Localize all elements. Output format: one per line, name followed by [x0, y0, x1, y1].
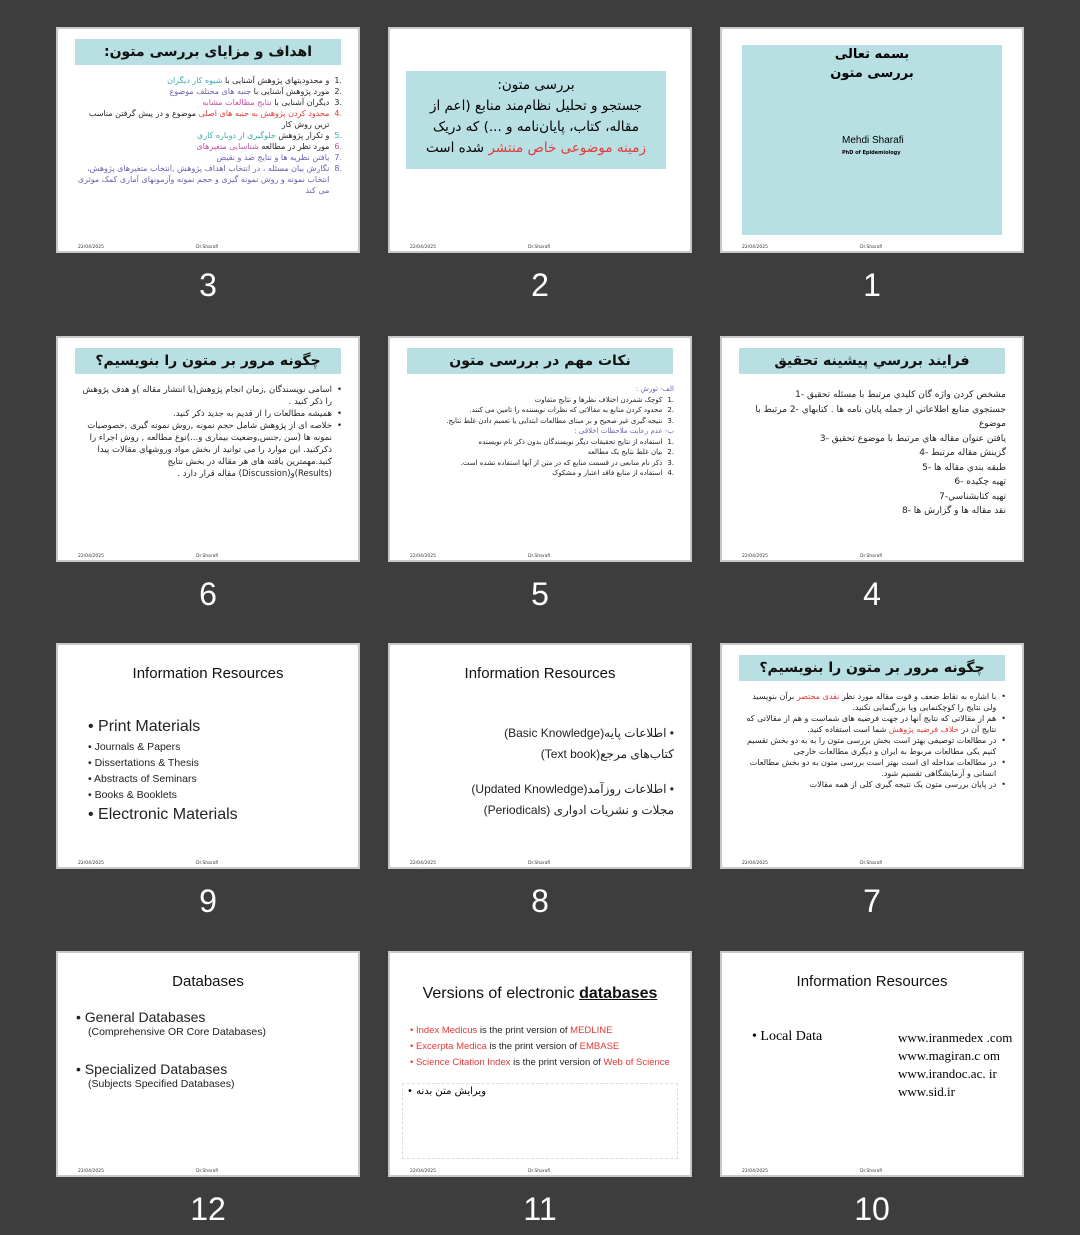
slide-number: 1 [863, 267, 881, 303]
footer-author: Dr.Sharafi [860, 1169, 883, 1174]
text-run: در پایان بررسی متون یک نتیجه گیری کلی از همه مقالات [809, 780, 997, 789]
footer-date: 22/04/2025 [742, 1169, 768, 1174]
slide-thumbnail-1[interactable] [720, 27, 1024, 253]
slide-number: 2 [531, 267, 549, 303]
list-item [88, 803, 342, 827]
list-item [410, 1055, 674, 1071]
text-run: محدود کردن پژوهش به جنبه های اصلی [198, 109, 330, 118]
item-marker: • [1001, 736, 1006, 745]
item-text [738, 461, 1006, 476]
text-run: طبقه بندي مقاله ها -5 [922, 462, 1006, 473]
list-item [738, 388, 1006, 403]
list-item [88, 787, 342, 803]
item-marker: 4. [667, 469, 674, 477]
footer-author: Dr.Sharafi [860, 554, 883, 559]
text-run: اطلاعات روزآمد(Updated Knowledge) [471, 782, 667, 796]
slide-body [88, 715, 342, 827]
list-item [738, 713, 1006, 735]
item-marker: 1. [667, 395, 674, 404]
item-text [74, 97, 329, 108]
item-marker: 8. [334, 164, 342, 173]
list-item [74, 86, 342, 97]
slide-number: 4 [863, 576, 881, 612]
list-item [88, 715, 342, 739]
text-run: نتیجه گیری غیر صحیح و بر مبنای مطالعات ابتدایی یا تعمیم دادن غلط نتایج. [446, 416, 663, 425]
list-item [406, 405, 674, 416]
slide-thumbnail-3[interactable] [56, 27, 360, 253]
bullet: • [88, 789, 95, 801]
item-text [738, 691, 996, 713]
slide-thumbnail-9[interactable] [56, 643, 360, 869]
text-run: استفاده از منابع فاقد اعتبار و مشکوک [552, 469, 663, 477]
list-item [406, 416, 674, 427]
title-box [742, 45, 1002, 235]
bullet: • [410, 1025, 416, 1036]
item-text [738, 403, 1006, 432]
text-run: شناسایی متغیرهای [196, 142, 259, 151]
list-item [406, 426, 674, 437]
item-text [406, 447, 662, 458]
footer-date: 22/04/2025 [410, 554, 436, 559]
list-item [88, 755, 342, 771]
website-link[interactable]: www.magiran.c om [898, 1048, 1001, 1063]
slide-title: چگونه مرور بر متون را بنویسیم؟ [75, 348, 341, 374]
bullet: • [666, 726, 674, 740]
slide-thumbnail-11[interactable] [388, 951, 692, 1177]
list-item [738, 475, 1006, 490]
item-text [738, 735, 996, 757]
list-item [738, 735, 1006, 757]
placeholder-text: ویرایش متن بدنه • [407, 1086, 487, 1097]
list-item [74, 130, 342, 141]
item-text [406, 437, 662, 448]
text-run: اطلاعات پایه(Basic Knowledge) [504, 726, 667, 740]
footer-author: Dr.Sharafi [196, 554, 219, 559]
text-run: نگارش بیان مسئله ، در انتخاب اهداف پژوهش ,انتخاب متغیرهای پژوهش، انتخاب نمونه و روش نمونه گیری و حجم نمونه وآزمونهای آماری کمک موثری می کند [77, 164, 330, 195]
website-link[interactable]: www.irandoc.ac. ir [898, 1066, 997, 1081]
footer-author: Dr.Sharafi [196, 245, 219, 250]
list-item [406, 458, 674, 469]
text-run: تهيه كتابشناسي-7 [939, 491, 1006, 502]
item-marker: 1. [334, 76, 342, 85]
footer-date: 22/04/2025 [742, 245, 768, 250]
item-marker: • [336, 385, 342, 395]
item-text [738, 757, 996, 779]
slide-title: اهداف و مزایای بررسی متون: [75, 39, 341, 65]
item-text [406, 468, 662, 479]
slide-title [58, 973, 358, 990]
text-run: الف- تورش : [635, 385, 674, 393]
text-run: شده است [426, 140, 489, 156]
slide-body [74, 75, 342, 196]
slide-body [410, 1023, 674, 1071]
bullet: • [410, 1041, 416, 1052]
text-run: Books & Booklets [94, 789, 177, 801]
item-text [738, 388, 1006, 403]
list-item [74, 408, 342, 420]
list-subitem: (Comprehensive OR Core Databases) [88, 1026, 266, 1038]
text-run: نقدی مختصر [796, 692, 840, 701]
text-run: خلاصه ای از پژوهش شامل حجم نمونه ,روش نمونه گیری ,خصوصیات نمونه ها (سن ,جنس,وضعیت بیماری و...)نوع مطالعه , روش اجراء را ذکرکنید. این موارد را می توانید از بخش مواد وروشهای مقالات پیدا کنید.مهمترین یافته های هر مقاله در بخش نتایج (Results)و(Discussion) مقاله قرار دارد . [87, 421, 332, 479]
text-run: اسامی نویسندگان ,زمان انجام پژوهش(یا انتشار مقاله )و هدف پژوهش را ذکر کنید . [82, 385, 332, 407]
list-item [74, 75, 342, 86]
item-text [74, 141, 329, 152]
slide-thumbnail-8[interactable] [388, 643, 692, 869]
title-text: Information Resources [464, 665, 616, 682]
slide-title: بسمه تعالی [834, 47, 910, 62]
text-run: موضوع و در پیش گرفتن مناسب ترین روش کار [88, 109, 330, 129]
item-text [74, 75, 329, 86]
text-run: ب- عدم رعایت ملاحظات اخلاقی : [574, 427, 674, 435]
bullet: • [88, 806, 99, 823]
list-item [406, 384, 674, 395]
text-run: MEDLINE [570, 1025, 613, 1036]
text-run: مقاله، کتاب، پایان‌نامه و ...) که دریک [432, 119, 639, 135]
text-run: زمینه موضوعی خاص منتشر [488, 140, 646, 156]
footer-date: 22/04/2025 [742, 554, 768, 559]
item-text [74, 86, 329, 97]
list-subitem: کتاب‌های مرجع(Text book) [540, 747, 674, 761]
slide-body [738, 691, 1006, 790]
list-item [410, 723, 674, 744]
bullet: • [88, 773, 95, 785]
item-marker: 2. [667, 448, 674, 456]
slide-title [390, 985, 690, 1003]
list-item [738, 432, 1006, 447]
footer-date: 22/04/2025 [742, 861, 768, 866]
footer-author: Dr.Sharafi [528, 554, 551, 559]
item-marker: 3. [334, 98, 342, 107]
content-line [406, 138, 666, 159]
text-run: کوچک شمردن اختلاف نظرها و نتایج متفاوت [534, 395, 663, 404]
title-text: Databases [172, 973, 244, 990]
item-text [406, 395, 662, 406]
list-item [738, 504, 1006, 519]
footer-date: 22/04/2025 [410, 245, 436, 250]
text-run: گزينش مقاله مرتبط -4 [919, 448, 1006, 458]
author-name: Mehdi Sharafi [842, 135, 904, 146]
list-item [738, 461, 1006, 476]
text-run: شما است استفاده کنید. [807, 725, 889, 734]
item-text [738, 779, 996, 790]
list-item [738, 446, 1006, 461]
list-item [410, 779, 674, 800]
text-run: با اشاره به نقاط ضعف و قوت مقاله مورد نظر [839, 692, 997, 701]
slide-thumbnail-7[interactable] [720, 643, 1024, 869]
item-text [74, 384, 332, 408]
slide-title [722, 973, 1022, 990]
list-item [74, 141, 342, 152]
text-run: خلاف فرضیه پژوهش [888, 725, 959, 734]
body-placeholder[interactable] [402, 1083, 678, 1159]
website-link[interactable]: www.sid.ir [898, 1084, 955, 1099]
slide-number: 6 [199, 576, 217, 612]
list-item [74, 97, 342, 108]
author-degree: PhD of Epidemiology [842, 150, 901, 156]
slide-title: نکات مهم در بررسی متون [407, 348, 673, 374]
footer-author: Dr.Sharafi [528, 861, 551, 866]
footer-date: 22/04/2025 [410, 1169, 436, 1174]
slide-body [406, 384, 674, 479]
footer-author: Dr.Sharafi [528, 1169, 551, 1174]
list-item [74, 420, 342, 480]
text-run: ذکر نام منابعی در قسمت منابع که در متن از آنها استفاده نشده است. [460, 458, 663, 467]
text-run: جستجو و تحلیل نظام‌مند منابع (اعم از [429, 98, 643, 114]
list-item [738, 691, 1006, 713]
list-item: • Specialized Databases [76, 1061, 228, 1077]
text-run: مورد نظر در مطالعه [258, 142, 330, 151]
list-item [410, 1023, 674, 1039]
item-marker: • [336, 421, 342, 431]
item-marker: • [1001, 692, 1006, 701]
footer-author: Dr.Sharafi [860, 861, 883, 866]
item-marker: • [336, 409, 342, 419]
title-text: Information Resources [132, 665, 284, 682]
item-marker: 5. [334, 131, 342, 140]
text-run: محدود کردن منابع به مقالاتی که نظرات نویسنده را تامین می کنند. [469, 406, 663, 414]
item-text [74, 420, 332, 480]
slide-title [58, 665, 358, 682]
text-run: EMBASE [579, 1041, 620, 1052]
text-run: مشخص كردن واژه گان كليدي مرتبط با مسئله تحقيق -1 [795, 390, 1006, 400]
bullet: • [88, 741, 95, 753]
list-item: • General Databases [76, 1009, 206, 1025]
slide-number: 9 [199, 883, 217, 919]
list-item [74, 108, 342, 130]
item-marker: • [1001, 780, 1006, 789]
slide-body [738, 388, 1006, 519]
footer-author: Dr.Sharafi [860, 245, 883, 250]
slide-number: 8 [531, 883, 549, 919]
slide-number: 12 [190, 1191, 226, 1227]
footer-date: 22/04/2025 [410, 861, 436, 866]
slide-thumbnail-10[interactable] [720, 951, 1024, 1177]
list-item [406, 437, 674, 448]
item-text [738, 446, 1006, 461]
text-run: نقد مقاله ها و گزارش ها -8 [901, 506, 1006, 516]
text-run: is the print version of [477, 1025, 571, 1036]
text-run: شیوه کار دیگران [167, 76, 223, 85]
slide-body [76, 1008, 342, 1090]
footer-author: Dr.Sharafi [528, 245, 551, 250]
text-run: Electronic Materials [98, 806, 238, 823]
text-run: نتایج مطالعات مشابه [202, 98, 272, 107]
list-subitem: (Subjects Specified Databases) [88, 1078, 235, 1090]
list-item [88, 739, 342, 755]
list-item [738, 757, 1006, 779]
text-run: هم از مقالاتی که نتایج آنها در جهت فرضیه های شماست و هم از مقالاتی که نتایج آن در [746, 714, 997, 734]
item-text [738, 504, 1006, 519]
slide-thumbnail-6[interactable] [56, 336, 360, 562]
text-run: همیشه مطالعات را از قدیم به جدید ذکر کنید. [173, 409, 332, 419]
list-item [406, 468, 674, 479]
item-marker: 6. [334, 142, 342, 151]
item-marker: 2. [667, 406, 674, 414]
item-text [406, 426, 674, 437]
item-text [406, 458, 662, 469]
text-run: Journals & Papers [94, 741, 181, 753]
item-text [74, 108, 329, 130]
text-run: يافتن عنوان مقاله هاي مرتبط با موضوع تحقيق -3 [819, 433, 1006, 444]
content-box [406, 71, 666, 169]
slide-thumbnail-12[interactable] [56, 951, 360, 1177]
slide-body [410, 723, 674, 821]
bullet: • [410, 1057, 416, 1068]
text-run: is the print version of [486, 1041, 580, 1052]
item-text [738, 713, 996, 735]
item-marker: 3. [667, 458, 674, 467]
text-run: Web of Science [603, 1057, 670, 1068]
text-run: مورد پژوهش آشنایی با [251, 87, 330, 96]
slide-number: 10 [854, 1191, 890, 1227]
item-marker: 1. [667, 437, 674, 446]
bullet: • [88, 718, 99, 735]
item-marker: 3. [667, 416, 674, 425]
footer-date: 22/04/2025 [78, 245, 104, 250]
slide-number: 7 [863, 883, 881, 919]
list-item [738, 779, 1006, 790]
text-run: در مطالعات مداخله ای است بهتر است بررسی متون به دو بخش مطالعات انسانی و آزمایشگاهی تقسیم شود. [749, 758, 997, 778]
slide-number: 11 [523, 1191, 557, 1227]
bullet: • [666, 782, 674, 796]
list-item [74, 384, 342, 408]
list-item [406, 447, 674, 458]
text-run: جلوگیری از دوباره کاری [196, 131, 276, 140]
item-marker: • [1001, 758, 1006, 767]
text-run: Dissertations & Thesis [94, 757, 199, 769]
text-run: Abstracts of Seminars [94, 773, 197, 785]
slide-thumbnail-4[interactable] [720, 336, 1024, 562]
text-run: Index Medicus [415, 1025, 478, 1036]
list-item [738, 403, 1006, 432]
item-text [738, 432, 1006, 447]
footer-author: Dr.Sharafi [196, 861, 219, 866]
text-run: استفاده از نتایج تحقیقات دیگر نویسندگان بدون ذکر نام نویسنده [478, 437, 663, 446]
item-text [406, 384, 674, 395]
text-run: دیگران آشنایی با [271, 98, 330, 107]
list-item [74, 152, 342, 163]
text-run: یافتن نظریه ها و نتایج ضد و نقیض [216, 153, 330, 162]
list-item [88, 771, 342, 787]
text-run: و محدودیتهای پژوهش آشنایی با [222, 76, 330, 85]
item-marker: 4. [334, 109, 342, 118]
item-text [406, 405, 662, 416]
bullet: • [88, 757, 95, 769]
slide-number: 3 [199, 267, 217, 303]
slide-title [390, 665, 690, 682]
text-run: در مطالعات توصیفی بهتر است بخش بررسی متون را به به دو بخش تقسیم کنیم یکی مطالعات مربوط به ایران و دیگری مطالعات خارجی [746, 736, 997, 756]
list-item [410, 1039, 674, 1055]
item-text [74, 152, 329, 163]
list-item [74, 163, 342, 196]
text-run: is the print version of [510, 1057, 604, 1068]
text-run: بررسی متون: [497, 77, 575, 93]
item-text [406, 416, 662, 427]
content-line [406, 117, 666, 138]
slide-body [74, 384, 342, 480]
slide-thumbnail-5[interactable] [388, 336, 692, 562]
list-item [738, 490, 1006, 505]
title-emphasis: databases [579, 985, 658, 1002]
item-text [74, 163, 329, 196]
slide-title: چگونه مرور بر متون را بنویسیم؟ [739, 655, 1005, 681]
item-marker: 2. [334, 87, 342, 96]
text-run: برآن بنویسید ولی نتایج را کوچکنمایی ویا بزرگنمایی نکنید. [752, 692, 997, 712]
item-text [738, 490, 1006, 505]
footer-date: 22/04/2025 [78, 1169, 104, 1174]
text-run: تهيه چكيده -6 [954, 477, 1006, 487]
text-run: جنبه های مختلف موضوع [169, 87, 252, 96]
slide-title: بررسی متون [830, 66, 914, 81]
list-item [406, 395, 674, 406]
item-marker: • [1001, 714, 1006, 723]
item-text [74, 408, 332, 420]
title-text: Information Resources [796, 973, 948, 990]
list-subitem: مجلات و نشریات ادواری (Periodicals) [483, 803, 674, 817]
website-link[interactable]: www.iranmedex .com [898, 1030, 1013, 1045]
title-text: Versions of electronic [422, 985, 575, 1002]
content-line [406, 75, 666, 96]
footer-date: 22/04/2025 [78, 554, 104, 559]
footer-date: 22/04/2025 [78, 861, 104, 866]
text-run: Print Materials [98, 718, 201, 735]
text-run: و تکرار پژوهش [275, 131, 330, 140]
text-run: Excerpta Medica [415, 1041, 487, 1052]
slide-thumbnail-2[interactable] [388, 27, 692, 253]
text-run: جستجوي منابع اطلاعاتي از جمله پايان نامه ها . كتابهاي -2 مرتبط با موضوع [755, 404, 1006, 429]
item-text [738, 475, 1006, 490]
text-run: Science Citation Index [415, 1057, 511, 1068]
slide-title: فرايند بررسي پيشينه تحقيق [739, 348, 1005, 374]
item-marker: 7. [334, 153, 342, 162]
content-line [406, 96, 666, 117]
footer-author: Dr.Sharafi [196, 1169, 219, 1174]
slide-number: 5 [531, 576, 549, 612]
website-list [898, 1029, 1013, 1101]
item-text [74, 130, 329, 141]
text-run: بیان غلط نتایج یک مطالعه [587, 448, 663, 456]
local-data-label: • Local Data [752, 1029, 823, 1044]
